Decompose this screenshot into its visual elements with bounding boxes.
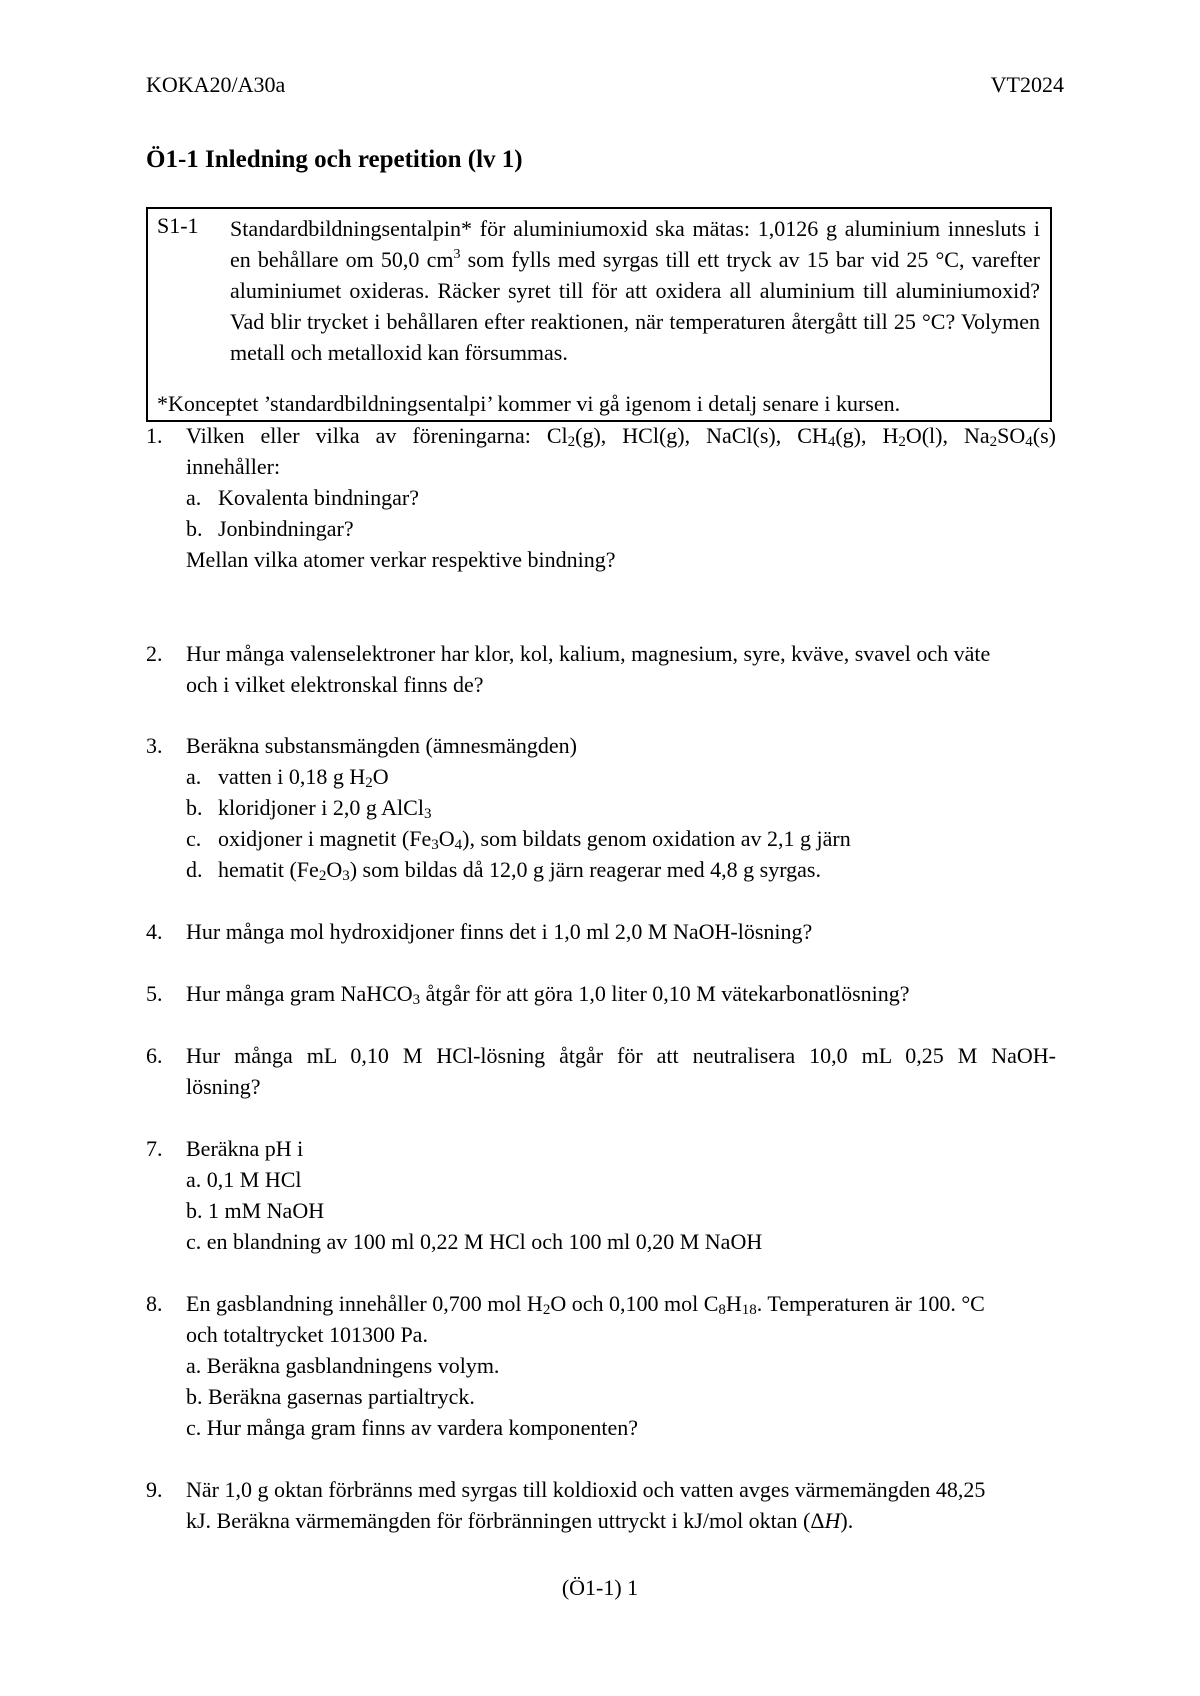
- question-3-line-1: Beräkna substansmängden (ämnesmängden): [186, 733, 577, 758]
- question-1-part-b: b. Jonbindningar?: [186, 516, 354, 541]
- question-number: 1.: [146, 423, 163, 448]
- question-8-line-1: En gasblandning innehåller 0,700 mol $H_2O$ och 0,100 mol $C_8H_{18}$. Temperaturen är 100. °C: [186, 1291, 985, 1318]
- question-number: 9.: [146, 1477, 163, 1502]
- exercise-s1-superscript: 3: [453, 247, 461, 262]
- question-2-line-2: och i vilket elektronskal finns de?: [186, 672, 484, 697]
- question-7-part-c: c. en blandning av 100 ml 0,22 M HCl och 100 ml 0,20 M NaOH: [186, 1229, 763, 1254]
- question-2-line-1: Hur många valenselektroner har klor, kol, kalium, magnesium, syre, kväve, svavel och väte: [186, 641, 991, 666]
- question-8-part-b: b. Beräkna gasernas partialtryck.: [186, 1384, 475, 1409]
- question-7-line-1: Beräkna pH i: [186, 1136, 304, 1161]
- question-3-part-b: b. kloridjoner i 2,0 g AlCl$_3$: [186, 795, 432, 822]
- question-5-line-1: Hur många gram NaHCO$_3$ åtgår för att göra 1,0 liter 0,10 M vätekarbonatlösning?: [186, 981, 910, 1008]
- question-6-line-2: lösning?: [186, 1074, 261, 1099]
- question-number: 3.: [146, 733, 163, 758]
- term: VT2024: [990, 72, 1064, 97]
- question-7-part-b: b. 1 mM NaOH: [186, 1198, 325, 1223]
- exercise-s1-text-b: som fylls med syrgas till ett tryck av 15 bar vid 25 °C, varefter aluminiumet oxideras. Räcker syret till för att oxidera all aluminium till aluminiumoxid? Vad blir trycket i behållaren efter reaktionen, när temperaturen återgått till 25 °C? Volymen metall och metalloxid kan försummas.: [230, 247, 1040, 365]
- question-number: 4.: [146, 919, 163, 944]
- question-1-line-2: innehåller:: [186, 454, 281, 479]
- question-3-part-d: d. hematit $(Fe_2O_3)$ som bildas då 12,0 g järn reagerar med 4,8 g syrgas.: [186, 857, 821, 884]
- question-1-line-1: Vilken eller vilka av föreningarna: $Cl_2(g)$, HCl(g), NaCl(s), $CH_4(g)$, $H_2O(l)$, $Na_2SO_4(s)$: [186, 423, 1056, 450]
- question-number: 6.: [146, 1043, 163, 1068]
- question-7-part-a: a. 0,1 M HCl: [186, 1167, 302, 1192]
- question-6-line-1: Hur många mL 0,10 M HCl-lösning åtgår för att neutralisera 10,0 mL 0,25 M NaOH-: [186, 1043, 1056, 1068]
- page-title: Ö1-1 Inledning och repetition (lv 1): [146, 146, 523, 173]
- question-4-line-1: Hur många mol hydroxidjoner finns det i 1,0 ml 2,0 M NaOH-lösning?: [186, 919, 813, 944]
- question-3-part-c: c. oxidjoner i magnetit $(Fe_3O_4)$, som bildats genom oxidation av 2,1 g järn: [186, 826, 851, 853]
- exercise-s1-box: [146, 207, 1052, 422]
- question-8-line-2: och totaltrycket 101300 Pa.: [186, 1322, 428, 1347]
- question-8-part-a: a. Beräkna gasblandningens volym.: [186, 1353, 500, 1378]
- question-number: 8.: [146, 1291, 163, 1316]
- question-number: 7.: [146, 1136, 163, 1161]
- course-code: KOKA20/A30a: [146, 72, 286, 97]
- question-1-part-a: a. Kovalenta bindningar?: [186, 485, 419, 510]
- exercise-s1-text: [230, 213, 1040, 368]
- exercise-s1-footnote: *Konceptet ’standardbildningsentalpi’ kommer vi gå igenom i detalj senare i kursen.: [157, 391, 901, 416]
- question-9-line-1: När 1,0 g oktan förbränns med syrgas till koldioxid och vatten avges värmemängden 48,25: [186, 1477, 986, 1502]
- question-1-tail: Mellan vilka atomer verkar respektive bindning?: [186, 547, 616, 572]
- question-8-part-c: c. Hur många gram finns av vardera komponenten?: [186, 1415, 639, 1440]
- exercise-s1-text-a: Standardbildningsentalpin* för aluminiumoxid ska mätas: 1,0126 g aluminium innesluts i en behållare om 50,0 cm: [230, 216, 1040, 272]
- question-9-line-2: kJ. Beräkna värmemängden för förbränningen uttryckt i kJ/mol oktan (ΔH).: [186, 1508, 854, 1533]
- page-footer: (Ö1-1) 1: [561, 1575, 639, 1600]
- question-number: 5.: [146, 981, 163, 1006]
- exercise-s1-number: S1-1: [157, 213, 199, 238]
- question-number: 2.: [146, 641, 163, 666]
- question-3-part-a: a. vatten i 0,18 g $H_2O$: [186, 764, 389, 791]
